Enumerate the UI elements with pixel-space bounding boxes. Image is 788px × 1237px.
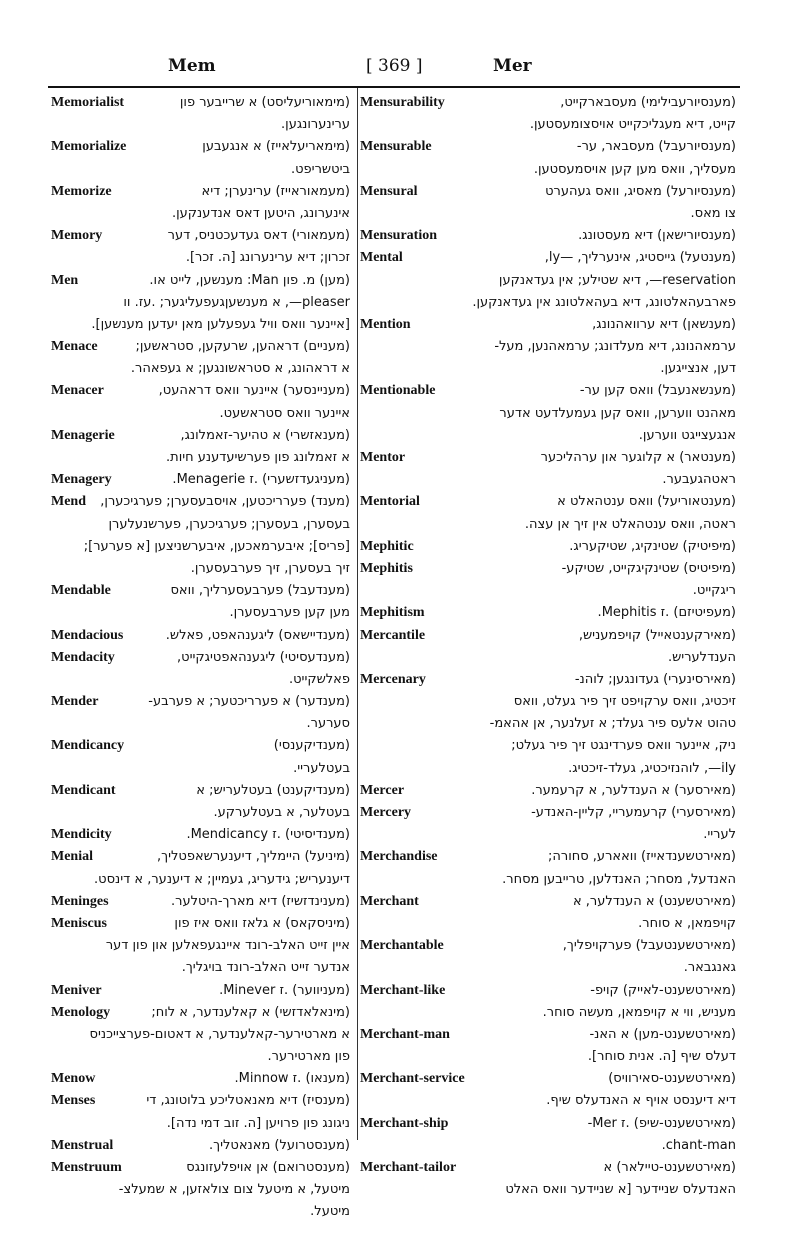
definition-text: מעניש, ווי א קויפמאן, מעשה סוחר.	[542, 1004, 736, 1020]
definition-text: פאלשקייט.	[288, 671, 350, 687]
headword: Mephitic	[360, 538, 414, 554]
definition-text: (מענדיקענסי)	[273, 738, 350, 754]
headword: Mephitis	[360, 560, 413, 576]
definition-text: (מעפיטיזם) .ז Mephitis.	[597, 605, 736, 621]
dictionary-line	[51, 1113, 352, 1135]
definition-text: ריגקייט.	[692, 583, 736, 599]
dictionary-line	[51, 1068, 352, 1090]
definition-text: (מאירסינערי) געדונגען; לוהנ-	[574, 671, 736, 687]
dictionary-line	[51, 336, 352, 358]
dictionary-line	[360, 1179, 738, 1201]
dictionary-line	[360, 869, 738, 891]
definition-text: (מיניסקאס) א גלאז וואס איז פון	[174, 915, 350, 931]
definition-text: ערינערונגען.	[281, 117, 350, 133]
dictionary-line	[360, 380, 738, 402]
definition-text: (מאירטשענט-שיפ) .ז Mer-	[587, 1115, 736, 1131]
dictionary-line	[51, 1002, 352, 1024]
dictionary-line	[51, 403, 352, 425]
dictionary-line	[360, 247, 738, 269]
dictionary-line	[360, 1046, 738, 1068]
definition-text: בעטלער, א בעטלערקע.	[213, 805, 350, 820]
headword: Menagerie	[51, 427, 115, 443]
definition-text: (מאירסער) א הענדלער, א קרעמער.	[531, 782, 736, 798]
definition-text: אנגעצייגט ווערען.	[638, 427, 736, 443]
dictionary-line	[360, 403, 738, 425]
definition-text: זיך בעסערן, זיך פערבעסערן.	[190, 560, 350, 576]
dictionary-line	[360, 891, 738, 913]
definition-text: (מאירטשענדאייז) וואארע, סחורה;	[547, 849, 736, 865]
dictionary-line	[51, 181, 352, 203]
definition-text: ניגונג פון פרויען [ה. זוב דמי נדה].	[166, 1115, 350, 1131]
dictionary-line	[360, 536, 738, 558]
dictionary-line	[51, 1135, 352, 1157]
dictionary-line	[51, 625, 352, 647]
dictionary-line	[51, 980, 352, 1002]
page-number: [ 369 ]	[366, 56, 423, 76]
headword: Mendable	[51, 583, 111, 599]
dictionary-line	[51, 536, 352, 558]
definition-text: (מעמאוראייז) ערינערן; דיא	[201, 183, 350, 199]
dictionary-line	[51, 425, 352, 447]
definition-text: (מימאוריעליסט) א שרייבער פון	[179, 95, 350, 110]
dictionary-line	[51, 558, 352, 580]
definition-text: ערמאהנונג, דיא מעלדונג; ערמאהנען, מעל-	[494, 339, 736, 355]
dictionary-line	[51, 491, 352, 513]
dictionary-line	[360, 980, 738, 1002]
definition-text: איין זייט האלב-רונד איינגעפאלען און פון דער	[105, 938, 350, 954]
definition-text: צו מאס.	[690, 205, 736, 221]
dictionary-line	[360, 625, 738, 647]
dictionary-line	[360, 336, 738, 358]
definition-text: איינער וואס סטראשעט.	[219, 405, 350, 421]
definition-text: א מארטירער-קאלענדער, א דאטום-פערצייכניס	[89, 1026, 350, 1042]
dictionary-line	[360, 1135, 738, 1157]
dictionary-line	[51, 891, 352, 913]
definition-text: מיטעל, א מיטעל צום צולאזען, א שמעלצ-	[118, 1182, 350, 1198]
headword: Memorialist	[51, 95, 125, 110]
dictionary-line	[360, 780, 738, 802]
definition-text: (מאירטשענט-לאייק) קויפ-	[590, 982, 736, 998]
headword: Mendicant	[51, 782, 116, 798]
dictionary-line	[51, 1201, 352, 1223]
definition-text: קויפמאן, א סוחר.	[638, 915, 736, 931]
definition-text: (מענינדזשיז) דיא מארך-היטלער.	[171, 893, 350, 909]
dictionary-line	[51, 358, 352, 380]
dictionary-line	[51, 758, 352, 780]
headword: Merchant-service	[360, 1071, 465, 1087]
definition-text: (מאירטשענט-טיילאר) א	[603, 1160, 736, 1175]
definition-text: (מיפיטיק) שטינקיג, שטיקעריג.	[569, 538, 736, 554]
dictionary-line	[360, 1157, 738, 1179]
dictionary-line	[360, 292, 738, 314]
dictionary-line	[51, 114, 352, 136]
definition-text: (מענדיסיטי) .ז Mendicancy.	[186, 827, 350, 843]
definition-text: (מענסיורישאן) דיא מעסטונג.	[578, 228, 736, 244]
definition-text: סערער.	[306, 716, 350, 732]
headword: Memory	[51, 228, 103, 244]
dictionary-line	[360, 1113, 738, 1135]
dictionary-line	[360, 1024, 738, 1046]
headword: Meniver	[51, 982, 102, 998]
headword: Merchandise	[360, 849, 438, 865]
dictionary-line	[51, 957, 352, 979]
dictionary-line	[360, 447, 738, 469]
headword: Meninges	[51, 893, 109, 909]
headword: Memorize	[51, 183, 112, 199]
definition-text: (מענאו) .ז Minnow.	[234, 1071, 350, 1087]
definition-text: (מענאזשרי) א טהיער-זאמלונג,	[180, 427, 350, 443]
dictionary-line	[360, 514, 738, 536]
dictionary-line	[360, 935, 738, 957]
dictionary-line	[360, 669, 738, 691]
definition-text: (מענשאן) דיא ערוואהנונג,	[592, 316, 736, 332]
definition-text: (מענסיורעל) מאסיג, וואס געהערט	[545, 183, 736, 199]
page-header	[48, 56, 740, 82]
dictionary-line	[360, 647, 738, 669]
dictionary-line	[51, 247, 352, 269]
headword: Mental	[360, 250, 403, 266]
definition-text: (מענסיורעבילימי) מעסבארקייט,	[560, 95, 736, 110]
dictionary-line	[51, 935, 352, 957]
dictionary-line	[51, 380, 352, 402]
dictionary-line	[360, 114, 738, 136]
dictionary-line	[360, 425, 738, 447]
definition-text: (מענטעל) גייסטיג, אינערליך, —ly,	[544, 250, 736, 266]
dictionary-line	[51, 669, 352, 691]
definition-text: מיטעל.	[310, 1204, 350, 1220]
headword: Mendacious	[51, 627, 124, 643]
headword: Merchant-tailor	[360, 1160, 457, 1175]
dictionary-line	[360, 136, 738, 158]
headword: Menses	[51, 1093, 96, 1109]
dictionary-line	[51, 292, 352, 314]
definition-text: (מעניים) דראהען, שרעקען, סטראשען;	[135, 339, 350, 355]
dictionary-line	[360, 846, 738, 868]
definition-text: [איינער וואס וויל געפעלען מאן יעדען מענשען].	[91, 316, 350, 332]
definition-text: א זאמלונג פון פערשיעדענע חיות.	[166, 450, 350, 465]
header-rule	[48, 86, 740, 88]
definition-text: (מענסיז) דיא מאנאטליכע בלוטונג, די	[146, 1093, 350, 1109]
dictionary-line	[51, 691, 352, 713]
definition-text: (מענסטרואם) אן אויפלעזונגס	[186, 1160, 350, 1175]
dictionary-line	[360, 735, 738, 757]
headword: Mendacity	[51, 649, 115, 665]
definition-text: בעסערן, בעסערן; פערגיכערן, פערשנעלערן	[108, 516, 350, 532]
headword: Mentor	[360, 450, 406, 465]
headword: Menial	[51, 849, 93, 865]
dictionary-line	[360, 203, 738, 225]
dictionary-line	[51, 225, 352, 247]
definition-text: reservation—, דיא שטילע; אין געדאנקען	[498, 272, 736, 288]
headword: Menagery	[51, 472, 112, 488]
headword: Menacer	[51, 383, 104, 399]
dictionary-line	[360, 92, 738, 114]
dictionary-line	[51, 580, 352, 602]
headword: Mercantile	[360, 627, 426, 643]
definition-text: דעלס שיף [ה. אנית סוחר].	[587, 1049, 736, 1065]
definition-text: פון מארטירער.	[267, 1049, 350, 1065]
dictionary-line	[51, 1179, 352, 1201]
headword: Mercenary	[360, 671, 426, 687]
definition-text: (מענסיורעבל) מעסבאר, ער-	[576, 139, 736, 155]
headword: Mephitism	[360, 605, 425, 621]
definition-text: (מענד) פערריכטען, אויסבעסערן; פערגיכערן,	[100, 494, 350, 510]
headword: Merchant-ship	[360, 1115, 449, 1131]
headword: Mention	[360, 316, 411, 332]
definition-text: בעטלעריי.	[293, 760, 350, 776]
definition-text: [פריס]; איבערמאכען, איבערשניצען [א פערער];	[83, 538, 350, 554]
dictionary-line	[51, 159, 352, 181]
dictionary-line	[51, 869, 352, 891]
dictionary-line	[51, 1046, 352, 1068]
definition-text: טהוט אלעס פיר געלד; א זעלנער, אן אהאמ-	[489, 716, 736, 732]
dictionary-line	[51, 1157, 352, 1179]
dictionary-line	[360, 602, 738, 624]
dictionary-line	[51, 314, 352, 336]
dictionary-line	[51, 469, 352, 491]
definition-text: דען, אנצייגען.	[660, 361, 736, 377]
headword: Memorialize	[51, 139, 127, 155]
running-head-left: Mem	[168, 56, 216, 76]
definition-text: א דראהונג, א סטראשונגען; א געפאהר.	[130, 361, 350, 377]
headword: Menstruum	[51, 1160, 122, 1175]
definition-text: הענדלעריש.	[667, 649, 736, 665]
definition-text: (מאירטשענט-סאירוויס)	[608, 1071, 736, 1087]
dictionary-line	[360, 491, 738, 513]
definition-text: (מינאלאדזשי) א קאלענדער, א לוח;	[151, 1004, 350, 1020]
dictionary-line	[360, 469, 738, 491]
definition-text: (מאירקענטאייל) קויפמעניש,	[578, 627, 736, 643]
dictionary-line	[51, 735, 352, 757]
dictionary-line	[360, 159, 738, 181]
definition-text: (מענשאנעבל) וואס קען ער-	[579, 383, 736, 399]
headword: Merchant	[360, 893, 419, 909]
definition-text: זכרון; דיא ערינערונג [ה. זכר].	[185, 250, 350, 266]
headword: Menstrual	[51, 1137, 114, 1153]
definition-text: מאהנט ווערען, וואס קען געמעלדעט אדער	[499, 405, 736, 421]
dictionary-line	[360, 225, 738, 247]
dictionary-line	[51, 802, 352, 824]
definition-text: pleaser—, א מענשעןגעפעליגער; .עז. וו	[123, 294, 350, 310]
definition-text: מען קען פערבעסערן.	[229, 605, 350, 621]
headword: Mendicity	[51, 827, 112, 843]
dictionary-line	[360, 580, 738, 602]
definition-text: (מיניעל) היימליך, דיענערשאפטליך,	[156, 849, 350, 865]
headword: Merchantable	[360, 938, 444, 954]
dictionary-line	[360, 558, 738, 580]
definition-text: מעסליך, וואס מען קען אויסמעסטען.	[533, 161, 736, 177]
column-divider	[357, 88, 358, 1140]
dictionary-line	[360, 758, 738, 780]
definition-text: (מענדער) א פערריכטער; א פערבע-	[148, 694, 350, 710]
definition-text: פארבעהאלטונג, דיא בעהאלטונג אין געדאנקען.	[472, 294, 736, 310]
definition-text: (מענדעבל) פערבעסערליך, וואס	[170, 583, 350, 599]
dictionary-line	[51, 203, 352, 225]
definition-text: (מענטאר) א קלוגער און ערהליכער	[540, 450, 736, 465]
definition-text: אינערונג, היטען דאס אנדענקען.	[171, 205, 350, 221]
definition-text: אנדער זייט האלב-רונד בויגליך.	[181, 960, 350, 976]
dictionary-line	[51, 447, 352, 469]
definition-text: (מעניגעדזשערי) .ז Menagerie.	[172, 472, 350, 488]
definition-text: ראטה, וואס ענטהאלט אין זיך אן עצה.	[524, 516, 736, 532]
dictionary-line	[51, 270, 352, 292]
headword: Mensurable	[360, 139, 432, 155]
left-column	[51, 92, 352, 1224]
dictionary-line	[51, 602, 352, 624]
headword: Mensurability	[360, 95, 445, 110]
definition-text: (מאירטשענטעבל) פערקויפליך,	[562, 938, 736, 954]
dictionary-line	[360, 314, 738, 336]
dictionary-line	[360, 358, 738, 380]
headword: Menace	[51, 339, 98, 355]
definition-text: (מעמאורי) דאס געדעכטניס, דער	[167, 228, 350, 244]
dictionary-line	[51, 1090, 352, 1112]
definition-text: (מענסטרועל) מאנאטליך.	[209, 1137, 350, 1153]
headword: Men	[51, 272, 79, 288]
dictionary-line	[360, 1002, 738, 1024]
dictionary-line	[360, 181, 738, 203]
headword: Mercery	[360, 805, 412, 820]
definition-text: (מעניינסער) איינער וואס דראהעט,	[158, 383, 350, 399]
definition-text: (מענטאוריעל) וואס ענטהאלט א	[557, 494, 736, 510]
headword: Mercer	[360, 782, 405, 798]
dictionary-line	[360, 824, 738, 846]
definition-text: (מענדיקענט) בעטלעריש; א	[196, 782, 350, 798]
definition-text: (מענדיישאס) ליגענהאפט, פאלש.	[165, 627, 350, 643]
dictionary-line	[360, 913, 738, 935]
headword: Mensural	[360, 183, 418, 199]
definition-text: (מענדעסיטי) ליגענהאפטיגקייט,	[177, 649, 350, 665]
headword: Mender	[51, 694, 99, 710]
definition-text: ily—, לוהנזיכטיג, געלד-זיכטיג.	[568, 760, 736, 776]
dictionary-line	[360, 713, 738, 735]
definition-text: (מעניווער) .ז Minever.	[219, 982, 350, 998]
dictionary-line	[51, 846, 352, 868]
definition-text: (מאירסערי) קרעמעריי, קליין-האנדע-	[531, 805, 736, 820]
headword: Merchant-like	[360, 982, 446, 998]
running-head-right: Mer	[493, 56, 532, 76]
dictionary-line	[51, 913, 352, 935]
definition-text: (מען) מ. פון Man: מענשען, לייט או.	[149, 272, 350, 288]
headword: Menology	[51, 1004, 111, 1020]
definition-text: chant-man.	[661, 1137, 736, 1153]
headword: Menow	[51, 1071, 96, 1087]
dictionary-line	[51, 780, 352, 802]
headword: Mendicancy	[51, 738, 125, 754]
definition-text: (מימאריעלאייז) א אנגעבען	[202, 139, 350, 155]
definition-text: קייט, דיא מעגליכקייט אויסצומעסטען.	[529, 117, 736, 133]
dictionary-line	[51, 1024, 352, 1046]
headword: Meniscus	[51, 915, 107, 931]
dictionary-line	[360, 1090, 738, 1112]
definition-text: ניק, איינער וואס פערדינגט זיך פיר געלט;	[511, 738, 736, 754]
right-column	[360, 92, 738, 1201]
dictionary-line	[360, 1068, 738, 1090]
headword: Mend	[51, 494, 86, 510]
definition-text: דיענעריש; גידעריג, געמיין; א דיענער, א דינסט.	[94, 871, 350, 887]
definition-text: לעריי.	[703, 827, 736, 843]
dictionary-line	[360, 270, 738, 292]
definition-text: (מיפיטיס) שטינקיגקייט, שטיקע-	[561, 560, 736, 576]
dictionary-line	[51, 713, 352, 735]
dictionary-line	[51, 514, 352, 536]
dictionary-line	[360, 691, 738, 713]
dictionary-line	[51, 136, 352, 158]
definition-text: (מאירטשענט-מען) א האנ-	[589, 1026, 736, 1042]
headword: Mentorial	[360, 494, 420, 510]
definition-text: ביטשריפט.	[291, 161, 350, 177]
dictionary-line	[51, 824, 352, 846]
headword: Merchant-man	[360, 1026, 450, 1042]
definition-text: זיכטיג, וואס ערקויפט זיך פיר געלט, וואס	[513, 694, 736, 710]
dictionary-line	[51, 647, 352, 669]
definition-text: האנדעל, מסחר; האנדלען, טרייבען מסחר.	[502, 871, 736, 887]
definition-text: דיא דיענסט אויף א האנדעלס שיף.	[546, 1093, 736, 1109]
definition-text: (מאירטשענט) א הענדלער, א	[572, 893, 736, 909]
dictionary-line	[360, 957, 738, 979]
definition-text: גאנגבאר.	[683, 960, 736, 976]
definition-text: ראטהגעבער.	[662, 472, 736, 488]
definition-text: האנדעלס שניידער [א שניידער וואס האלט	[505, 1182, 736, 1198]
headword: Mensuration	[360, 228, 437, 244]
dictionary-line	[51, 92, 352, 114]
dictionary-line	[360, 802, 738, 824]
headword: Mentionable	[360, 383, 436, 399]
